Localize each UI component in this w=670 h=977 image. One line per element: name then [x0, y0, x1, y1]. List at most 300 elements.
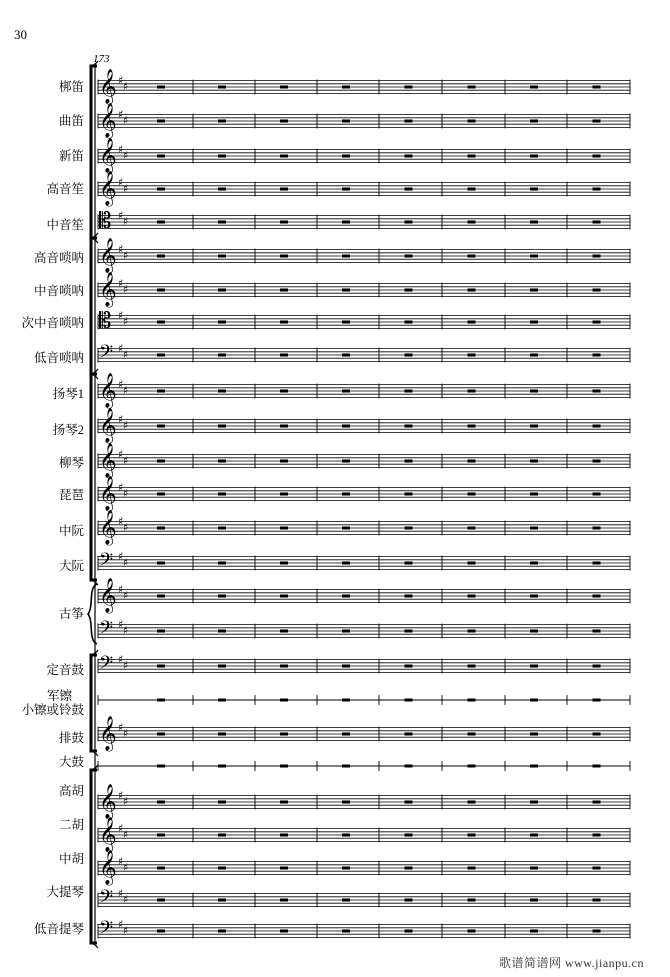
whole-rest	[530, 354, 538, 357]
staff	[98, 761, 630, 771]
sharp-icon: ♯	[118, 209, 124, 222]
whole-rest	[405, 765, 413, 768]
sharp-icon: ♯	[118, 583, 124, 596]
sharp-icon: ♯	[123, 521, 129, 534]
sharp-icon: ♯	[123, 149, 129, 162]
whole-rest	[157, 733, 165, 736]
instrument-label: 中音唢呐	[33, 284, 84, 298]
whole-rest	[157, 493, 165, 496]
group-bracket	[91, 374, 97, 580]
whole-rest	[280, 493, 288, 496]
staff	[98, 850, 630, 886]
staff	[98, 784, 630, 820]
whole-rest	[468, 120, 476, 123]
instrument-label: 大阮	[58, 559, 84, 573]
sharp-icon: ♯	[123, 861, 129, 874]
whole-rest	[530, 834, 538, 837]
whole-rest	[530, 390, 538, 393]
whole-rest	[530, 221, 538, 224]
whole-rest	[468, 801, 476, 804]
whole-rest	[280, 562, 288, 565]
whole-rest	[342, 930, 350, 933]
treble-clef-icon: 𝄞	[99, 716, 117, 751]
whole-rest	[593, 155, 601, 158]
whole-rest	[280, 765, 288, 768]
staff	[98, 695, 630, 705]
alto-clef-icon: 𝄡	[99, 209, 112, 234]
whole-rest	[280, 834, 288, 837]
instrument-label: 高音唢呐	[33, 251, 84, 265]
sharp-icon: ♯	[118, 143, 124, 156]
whole-rest	[530, 665, 538, 668]
whole-rest	[342, 493, 350, 496]
whole-rest	[342, 354, 350, 357]
bass-clef-icon: 𝄢	[99, 918, 114, 943]
whole-rest	[593, 595, 601, 598]
whole-rest	[157, 425, 165, 428]
sharp-icon: ♯	[123, 487, 129, 500]
whole-rest	[280, 321, 288, 324]
whole-rest	[530, 493, 538, 496]
whole-rest	[468, 321, 476, 324]
staff	[98, 887, 630, 912]
whole-rest	[593, 86, 601, 89]
whole-rest	[342, 425, 350, 428]
whole-rest	[530, 120, 538, 123]
whole-rest	[468, 155, 476, 158]
whole-rest	[342, 834, 350, 837]
sharp-icon: ♯	[123, 114, 129, 127]
whole-rest	[218, 255, 226, 258]
watermark: 歌谱简谱网 www.jianpu.cn	[498, 956, 644, 970]
whole-rest	[593, 665, 601, 668]
whole-rest	[405, 155, 413, 158]
whole-rest	[218, 899, 226, 902]
whole-rest	[405, 867, 413, 870]
whole-rest	[593, 867, 601, 870]
whole-rest	[405, 527, 413, 530]
whole-rest	[593, 801, 601, 804]
sharp-icon: ♯	[123, 419, 129, 432]
whole-rest	[530, 733, 538, 736]
whole-rest	[157, 86, 165, 89]
whole-rest	[405, 562, 413, 565]
whole-rest	[405, 630, 413, 633]
whole-rest	[280, 221, 288, 224]
treble-clef-icon: 𝄞	[99, 238, 117, 273]
staff	[98, 618, 630, 643]
whole-rest	[342, 595, 350, 598]
whole-rest	[342, 120, 350, 123]
instrument-label: 定音鼓	[46, 663, 84, 677]
instrument-label: 梆笛	[58, 80, 84, 94]
whole-rest	[218, 86, 226, 89]
whole-rest	[218, 834, 226, 837]
whole-rest	[593, 899, 601, 902]
whole-rest	[530, 155, 538, 158]
staff	[98, 238, 630, 274]
whole-rest	[405, 801, 413, 804]
whole-rest	[468, 699, 476, 702]
whole-rest	[157, 630, 165, 633]
sharp-icon: ♯	[118, 550, 124, 563]
whole-rest	[468, 289, 476, 292]
whole-rest	[405, 255, 413, 258]
whole-rest	[468, 630, 476, 633]
whole-rest	[218, 289, 226, 292]
sharp-icon: ♯	[123, 924, 129, 937]
group-bracket	[91, 238, 97, 374]
sharp-icon: ♯	[118, 721, 124, 734]
whole-rest	[157, 699, 165, 702]
whole-rest	[342, 188, 350, 191]
whole-rest	[405, 834, 413, 837]
treble-clef-icon: 𝄞	[99, 69, 117, 104]
whole-rest	[280, 155, 288, 158]
whole-rest	[530, 255, 538, 258]
whole-rest	[405, 493, 413, 496]
whole-rest	[280, 867, 288, 870]
whole-rest	[405, 86, 413, 89]
whole-rest	[280, 733, 288, 736]
instrument-label: 扬琴1	[52, 387, 84, 401]
whole-rest	[468, 354, 476, 357]
whole-rest	[530, 188, 538, 191]
sharp-icon: ♯	[118, 887, 124, 900]
treble-clef-icon: 𝄞	[99, 138, 117, 173]
whole-rest	[593, 765, 601, 768]
whole-rest	[530, 630, 538, 633]
sharp-icon: ♯	[123, 589, 129, 602]
sharp-icon: ♯	[123, 182, 129, 195]
whole-rest	[342, 527, 350, 530]
whole-rest	[157, 801, 165, 804]
whole-rest	[468, 765, 476, 768]
whole-rest	[218, 221, 226, 224]
staff	[98, 653, 630, 678]
staff	[98, 309, 630, 334]
whole-rest	[218, 699, 226, 702]
whole-rest	[342, 562, 350, 565]
whole-rest	[218, 493, 226, 496]
sharp-icon: ♯	[123, 315, 129, 328]
whole-rest	[157, 221, 165, 224]
whole-rest	[342, 390, 350, 393]
whole-rest	[280, 801, 288, 804]
whole-rest	[342, 630, 350, 633]
whole-rest	[342, 255, 350, 258]
instrument-label: 排鼓	[58, 731, 84, 745]
whole-rest	[280, 665, 288, 668]
whole-rest	[468, 595, 476, 598]
sharp-icon: ♯	[123, 624, 129, 637]
whole-rest	[342, 699, 350, 702]
instrument-label: 高音笙	[46, 182, 84, 196]
group-bracket	[91, 655, 97, 751]
whole-rest	[593, 321, 601, 324]
bass-clef-icon: 𝄢	[99, 550, 114, 575]
whole-rest	[405, 221, 413, 224]
whole-rest	[530, 86, 538, 89]
whole-rest	[342, 289, 350, 292]
staff	[98, 103, 630, 139]
whole-rest	[157, 255, 165, 258]
group-bracket	[91, 66, 97, 238]
whole-rest	[157, 188, 165, 191]
sharp-icon: ♯	[118, 918, 124, 931]
whole-rest	[405, 930, 413, 933]
whole-rest	[157, 289, 165, 292]
whole-rest	[530, 930, 538, 933]
sharp-icon: ♯	[123, 893, 129, 906]
instrument-label: 高胡	[58, 784, 84, 798]
whole-rest	[530, 460, 538, 463]
whole-rest	[405, 899, 413, 902]
instrument-label: 琵琶	[58, 488, 84, 502]
whole-rest	[530, 425, 538, 428]
treble-clef-icon: 𝄞	[99, 408, 117, 443]
whole-rest	[468, 527, 476, 530]
whole-rest	[468, 390, 476, 393]
whole-rest	[468, 733, 476, 736]
whole-rest	[468, 665, 476, 668]
treble-clef-icon: 𝄞	[99, 373, 117, 408]
whole-rest	[468, 930, 476, 933]
sharp-icon: ♯	[123, 80, 129, 93]
whole-rest	[280, 425, 288, 428]
sharp-icon: ♯	[118, 515, 124, 528]
sharp-icon: ♯	[118, 309, 124, 322]
staff	[98, 272, 630, 308]
whole-rest	[157, 321, 165, 324]
whole-rest	[593, 630, 601, 633]
whole-rest	[218, 867, 226, 870]
whole-rest	[218, 630, 226, 633]
instrument-label: 次中音唢呐	[21, 316, 84, 330]
page-number: 30	[14, 27, 27, 42]
whole-rest	[218, 120, 226, 123]
whole-rest	[157, 460, 165, 463]
sharp-icon: ♯	[123, 828, 129, 841]
whole-rest	[593, 460, 601, 463]
staff	[98, 510, 630, 546]
bass-clef-icon: 𝄢	[99, 342, 114, 367]
whole-rest	[530, 765, 538, 768]
instrument-label: 曲笛	[58, 114, 84, 128]
whole-rest	[405, 699, 413, 702]
sharp-icon: ♯	[118, 176, 124, 189]
whole-rest	[218, 321, 226, 324]
staff	[98, 550, 630, 575]
staff	[98, 342, 630, 367]
whole-rest	[218, 527, 226, 530]
whole-rest	[530, 527, 538, 530]
sharp-icon: ♯	[123, 348, 129, 361]
whole-rest	[218, 155, 226, 158]
whole-rest	[468, 899, 476, 902]
whole-rest	[530, 699, 538, 702]
whole-rest	[342, 665, 350, 668]
sharp-icon: ♯	[118, 481, 124, 494]
sharp-icon: ♯	[118, 413, 124, 426]
whole-rest	[593, 120, 601, 123]
whole-rest	[593, 255, 601, 258]
sharp-icon: ♯	[123, 283, 129, 296]
whole-rest	[530, 321, 538, 324]
instrument-label: 中音笙	[46, 218, 84, 232]
group-bracket	[91, 770, 97, 943]
whole-rest	[342, 460, 350, 463]
whole-rest	[405, 289, 413, 292]
whole-rest	[342, 899, 350, 902]
instrument-label: 大鼓	[58, 755, 84, 769]
sharp-icon: ♯	[118, 74, 124, 87]
whole-rest	[342, 765, 350, 768]
whole-rest	[157, 595, 165, 598]
instrument-label: 古筝	[58, 607, 84, 621]
bass-clef-icon: 𝄢	[99, 653, 114, 678]
brace	[88, 584, 97, 644]
instrument-label: 中胡	[58, 852, 84, 866]
bass-clef-icon: 𝄢	[99, 618, 114, 643]
treble-clef-icon: 𝄞	[99, 171, 117, 206]
whole-rest	[405, 321, 413, 324]
whole-rest	[157, 665, 165, 668]
whole-rest	[157, 390, 165, 393]
staff	[98, 373, 630, 409]
whole-rest	[280, 699, 288, 702]
sharp-icon: ♯	[118, 855, 124, 868]
whole-rest	[468, 86, 476, 89]
whole-rest	[157, 930, 165, 933]
measure-number: 173	[93, 53, 110, 65]
whole-rest	[280, 595, 288, 598]
treble-clef-icon: 𝄞	[99, 850, 117, 885]
whole-rest	[593, 562, 601, 565]
treble-clef-icon: 𝄞	[99, 510, 117, 545]
whole-rest	[342, 733, 350, 736]
whole-rest	[342, 221, 350, 224]
sharp-icon: ♯	[118, 822, 124, 835]
whole-rest	[468, 221, 476, 224]
whole-rest	[468, 425, 476, 428]
whole-rest	[218, 765, 226, 768]
sharp-icon: ♯	[123, 795, 129, 808]
whole-rest	[218, 425, 226, 428]
instrument-label: 新笛	[58, 149, 84, 163]
whole-rest	[157, 765, 165, 768]
whole-rest	[218, 460, 226, 463]
whole-rest	[593, 834, 601, 837]
whole-rest	[468, 460, 476, 463]
whole-rest	[468, 255, 476, 258]
whole-rest	[405, 665, 413, 668]
sharp-icon: ♯	[118, 448, 124, 461]
sharp-icon: ♯	[118, 653, 124, 666]
whole-rest	[157, 155, 165, 158]
staff	[98, 209, 630, 234]
whole-rest	[593, 699, 601, 702]
whole-rest	[280, 527, 288, 530]
whole-rest	[468, 834, 476, 837]
whole-rest	[218, 733, 226, 736]
whole-rest	[530, 562, 538, 565]
whole-rest	[157, 899, 165, 902]
whole-rest	[593, 493, 601, 496]
sharp-icon: ♯	[118, 789, 124, 802]
instrument-label: 中阮	[58, 524, 84, 538]
staff	[98, 817, 630, 853]
whole-rest	[157, 527, 165, 530]
treble-clef-icon: 𝄞	[99, 272, 117, 307]
whole-rest	[280, 390, 288, 393]
whole-rest	[593, 188, 601, 191]
whole-rest	[342, 86, 350, 89]
whole-rest	[280, 86, 288, 89]
whole-rest	[218, 595, 226, 598]
sharp-icon: ♯	[123, 659, 129, 672]
staff	[98, 69, 630, 105]
sharp-icon: ♯	[118, 342, 124, 355]
treble-clef-icon: 𝄞	[99, 578, 117, 613]
whole-rest	[530, 867, 538, 870]
whole-rest	[405, 425, 413, 428]
sharp-icon: ♯	[118, 618, 124, 631]
whole-rest	[530, 801, 538, 804]
staff	[98, 171, 630, 207]
instrument-label: 军镲 小镲或铃鼓	[21, 689, 84, 717]
whole-rest	[405, 733, 413, 736]
staff	[98, 716, 630, 752]
instrument-label: 低音提琴	[33, 922, 84, 936]
whole-rest	[280, 289, 288, 292]
treble-clef-icon: 𝄞	[99, 784, 117, 819]
whole-rest	[280, 899, 288, 902]
whole-rest	[342, 801, 350, 804]
staff	[98, 138, 630, 174]
sharp-icon: ♯	[118, 378, 124, 391]
staff	[98, 408, 630, 444]
staff	[98, 443, 630, 479]
whole-rest	[405, 120, 413, 123]
whole-rest	[218, 354, 226, 357]
whole-rest	[157, 562, 165, 565]
whole-rest	[280, 354, 288, 357]
whole-rest	[593, 733, 601, 736]
instrument-label: 柳琴	[58, 456, 84, 470]
sharp-icon: ♯	[123, 556, 129, 569]
instrument-label: 扬琴2	[52, 423, 84, 437]
whole-rest	[593, 289, 601, 292]
whole-rest	[157, 354, 165, 357]
bass-clef-icon: 𝄢	[99, 887, 114, 912]
whole-rest	[468, 867, 476, 870]
sharp-icon: ♯	[123, 249, 129, 262]
whole-rest	[593, 527, 601, 530]
whole-rest	[593, 354, 601, 357]
whole-rest	[218, 665, 226, 668]
sharp-icon: ♯	[123, 384, 129, 397]
whole-rest	[280, 630, 288, 633]
staff	[98, 578, 630, 614]
whole-rest	[342, 867, 350, 870]
sharp-icon: ♯	[123, 215, 129, 228]
whole-rest	[468, 493, 476, 496]
whole-rest	[280, 120, 288, 123]
whole-rest	[593, 221, 601, 224]
whole-rest	[218, 390, 226, 393]
sharp-icon: ♯	[123, 454, 129, 467]
